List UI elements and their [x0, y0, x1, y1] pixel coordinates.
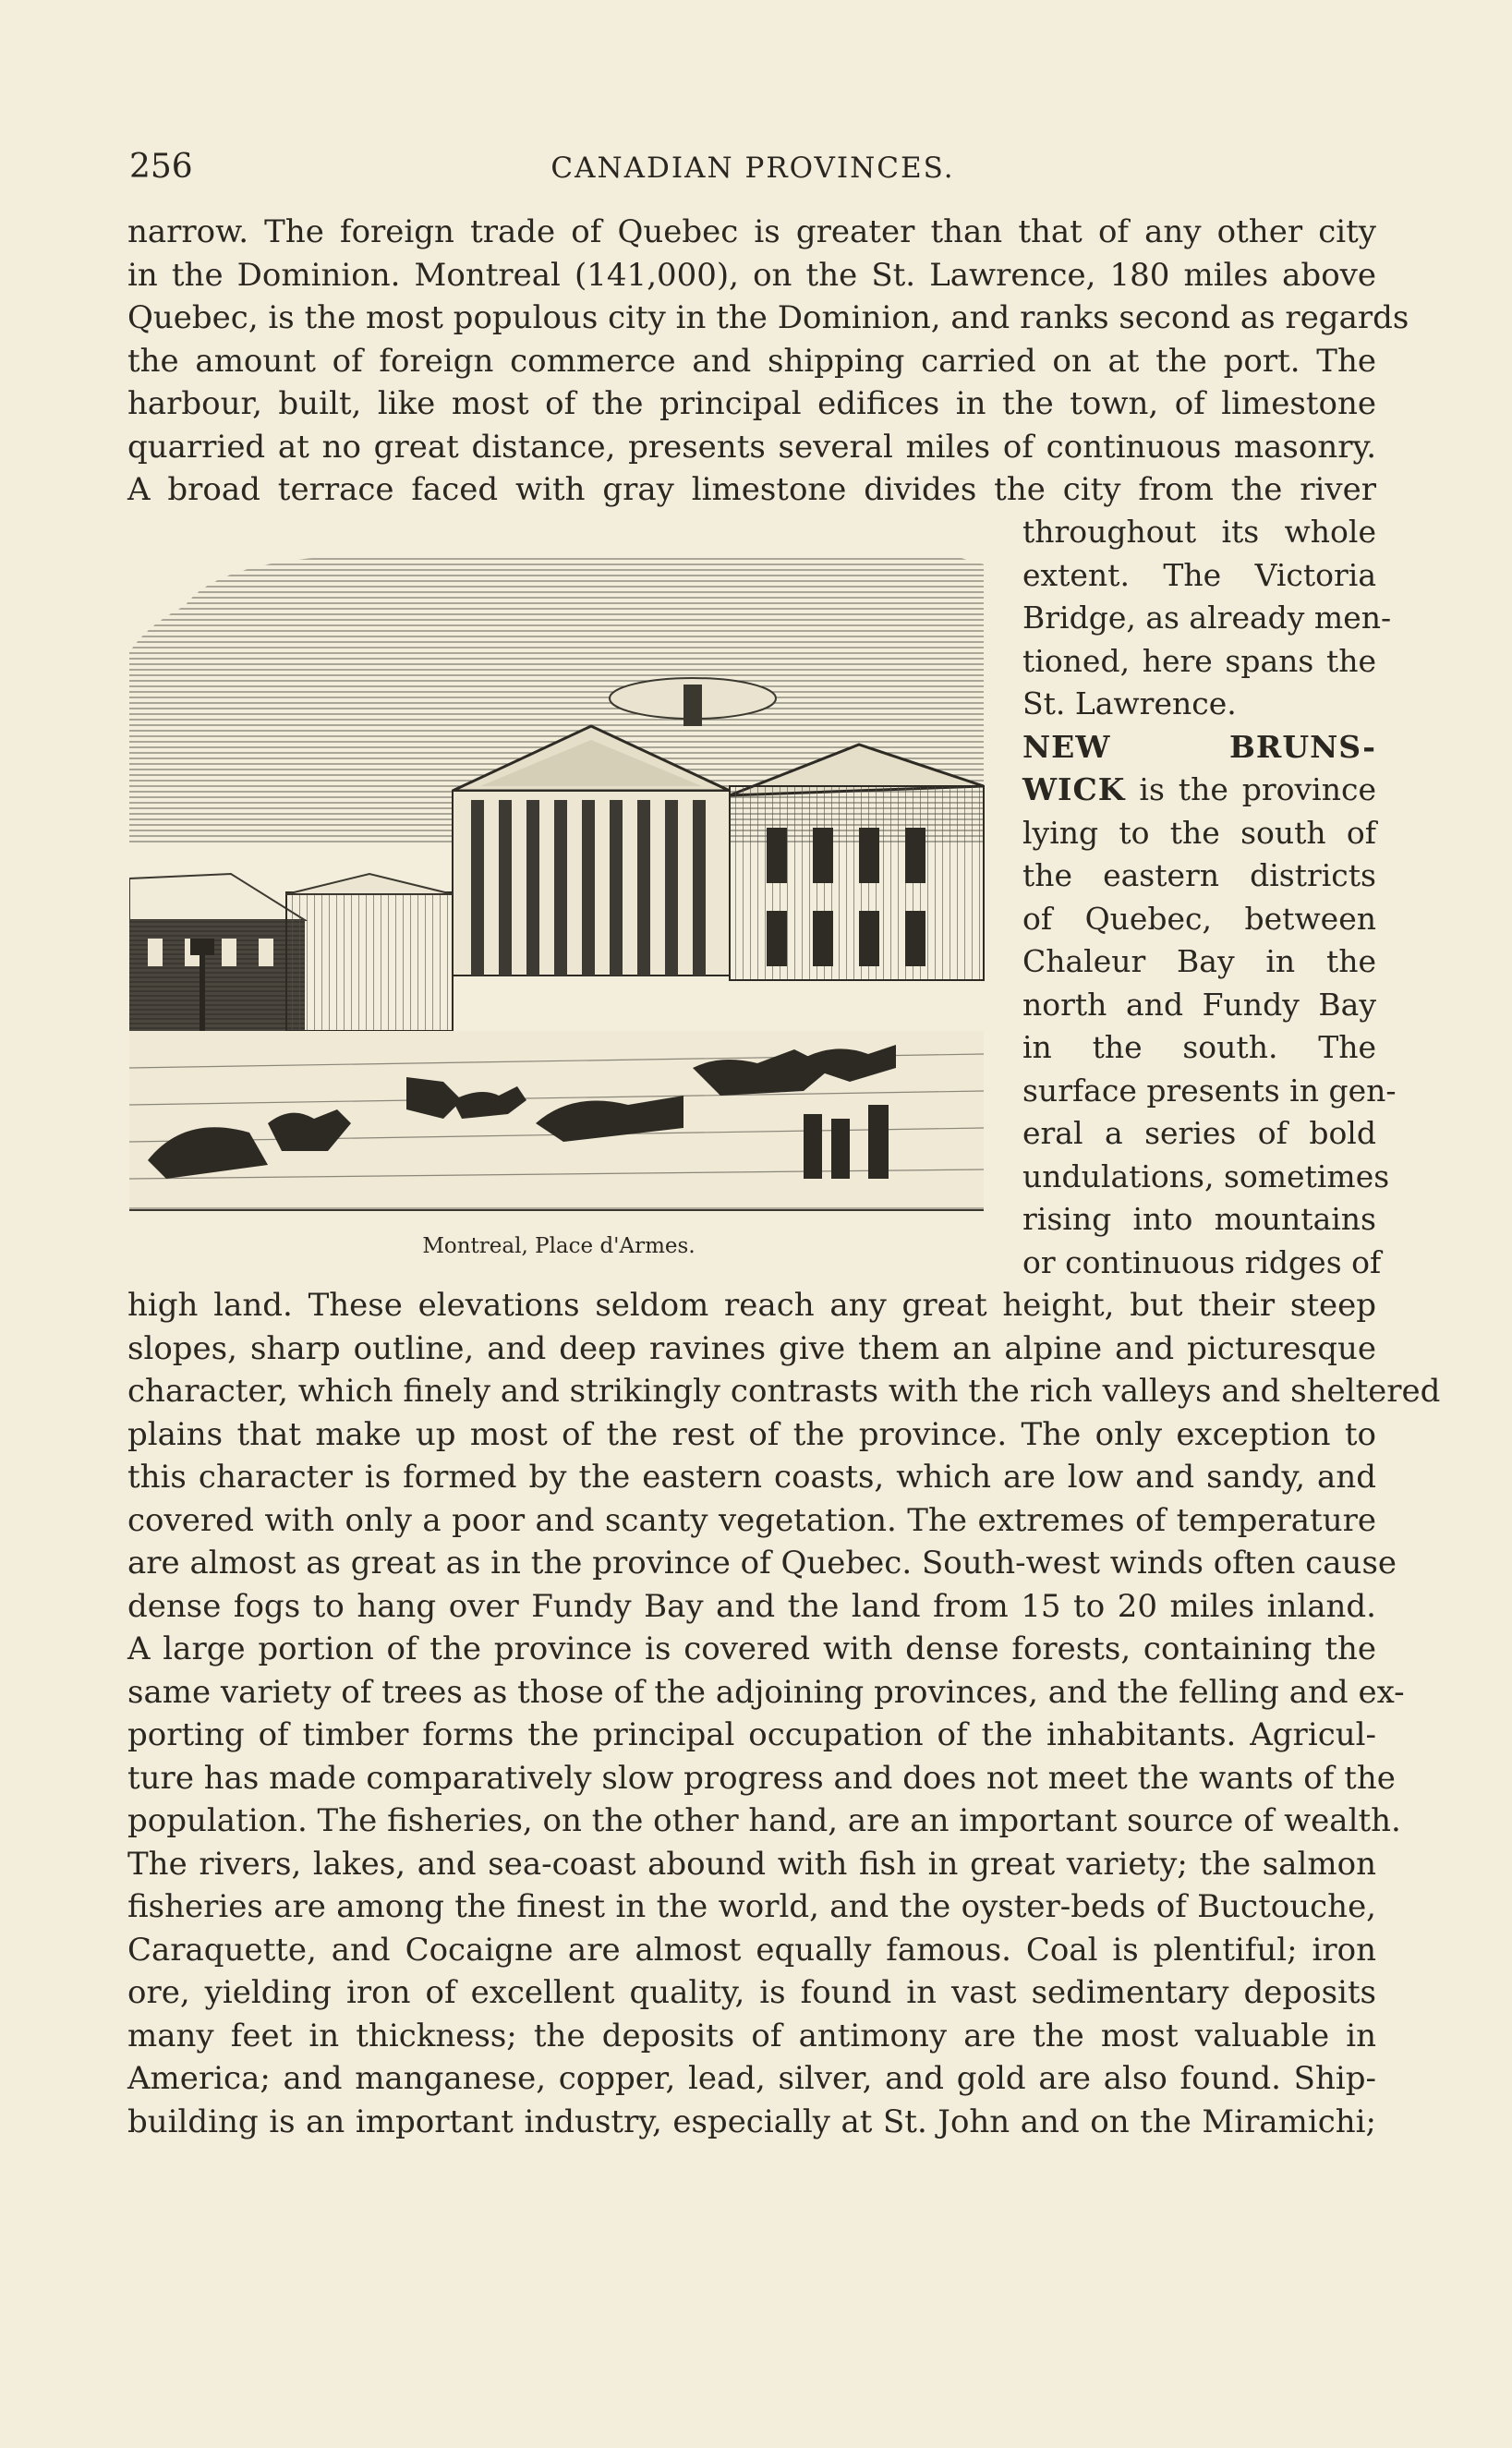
text-line: are almost as great as in the province of Quebec. South-west winds often cause [127, 1545, 1397, 1582]
text-line: Quebec, is the most populous city in the Dominion, and ranks second as regards [127, 299, 1409, 336]
text-block-top [127, 211, 1409, 512]
text-line: of Quebec, between [1022, 900, 1376, 937]
text-line: high land. These elevations seldom reach any great height, but their steep [127, 1287, 1376, 1324]
text-line: this character is formed by the eastern coasts, which are low and sandy, and [127, 1459, 1376, 1496]
text-fragment: is the province [1139, 771, 1376, 807]
text-line: in the south. The [1022, 1029, 1376, 1065]
text-line: porting of timber forms the principal occupation of the inhabitants. Agricul- [127, 1716, 1376, 1753]
text-line: throughout its whole [1022, 514, 1376, 550]
text-line: narrow. The foreign trade of Quebec is greater than that of any other city [127, 213, 1376, 250]
text-line: slopes, sharp outline, and deep ravines give them an alpine and picturesque [127, 1329, 1376, 1367]
text-line: building is an important industry, especially at St. John and on the Miramichi; [127, 2103, 1376, 2140]
text-line: rising into mountains [1022, 1201, 1376, 1237]
text-line: the amount of foreign commerce and shipping carried on at the port. The [127, 342, 1376, 380]
illustration-montreal-place-d-armes [129, 551, 988, 1258]
text-line: lying to the south of [1022, 814, 1376, 851]
text-line: the eastern districts [1022, 857, 1376, 893]
text-line: same variety of trees as those of the adjoining provinces, and the felling and ex- [127, 1673, 1405, 1711]
text-line: in the Dominion. Montreal (141,000), on the St. Lawrence, 180 miles above [127, 256, 1376, 294]
text-line: Chaleur Bay in the [1022, 943, 1376, 979]
text-line: many feet in thickness; the deposits of antimony are the most valuable in [127, 2017, 1376, 2054]
text-line: fisheries are among the finest in the world, and the oyster-beds of Buctouche, [127, 1888, 1376, 1925]
section-heading-word: BRUNS- [1229, 728, 1376, 765]
text-line: Bridge, as already men- [1022, 600, 1392, 636]
section-heading-word: WICK [1022, 771, 1126, 807]
text-line: ture has made comparatively slow progress and does not meet the wants of the [127, 1759, 1396, 1797]
text-line: tioned, here spans the [1022, 642, 1376, 679]
text-line: covered with only a poor and scanty vegetation. The extremes of temperature [127, 1501, 1376, 1539]
text-line: undulations, sometimes [1022, 1157, 1390, 1194]
text-line: surface presents in gen- [1022, 1072, 1397, 1109]
text-line: population. The fisheries, on the other hand, are an important source of wealth. [127, 1802, 1401, 1839]
text-line [1022, 769, 1376, 812]
text-line: north and Fundy Bay [1022, 986, 1376, 1023]
text-line: dense fogs to hang over Fundy Bay and the land from 15 to 20 miles inland. [127, 1587, 1376, 1625]
page-header [129, 148, 1376, 194]
text-line: eral a series of bold [1022, 1115, 1376, 1151]
engraving-image [129, 551, 988, 1225]
text-line: ore, yielding iron of excellent quality, is found in vast sedimentary deposits [127, 1974, 1376, 2011]
text-line: A broad terrace faced with gray limestone divides the city from the river [127, 471, 1376, 508]
text-line: St. Lawrence. [1022, 685, 1237, 721]
section-heading-word: NEW [1022, 728, 1111, 765]
text-line: A large portion of the province is covered with dense forests, containing the [127, 1630, 1376, 1667]
text-line: harbour, built, like most of the principal edifices in the town, of limestone [127, 385, 1376, 422]
text-line: quarried at no great distance, presents several miles of continuous masonry. [127, 428, 1376, 466]
running-head: CANADIAN PROVINCES. [550, 151, 955, 185]
text-line: or continuous ridges of [1022, 1243, 1382, 1280]
page-number: 256 [129, 148, 193, 186]
text-line: character, which finely and strikingly contrasts with the rich valleys and sheltered [127, 1373, 1441, 1410]
text-line: plains that make up most of the rest of the province. The only exception to [127, 1415, 1376, 1453]
figure-caption: Montreal, Place d'Armes. [422, 1234, 696, 1258]
text-line: The rivers, lakes, and sea-coast abound with fish in great variety; the salmon [127, 1845, 1376, 1883]
text-line: America; and manganese, copper, lead, silver, and gold are also found. Ship- [127, 2060, 1376, 2097]
text-line: extent. The Victoria [1022, 556, 1376, 593]
text-block-bottom [127, 1284, 1441, 2143]
text-block-side [1022, 511, 1397, 1284]
section-heading-line [1022, 726, 1376, 770]
text-line: Caraquette, and Cocaigne are almost equally famous. Coal is plentiful; iron [127, 1931, 1376, 1969]
